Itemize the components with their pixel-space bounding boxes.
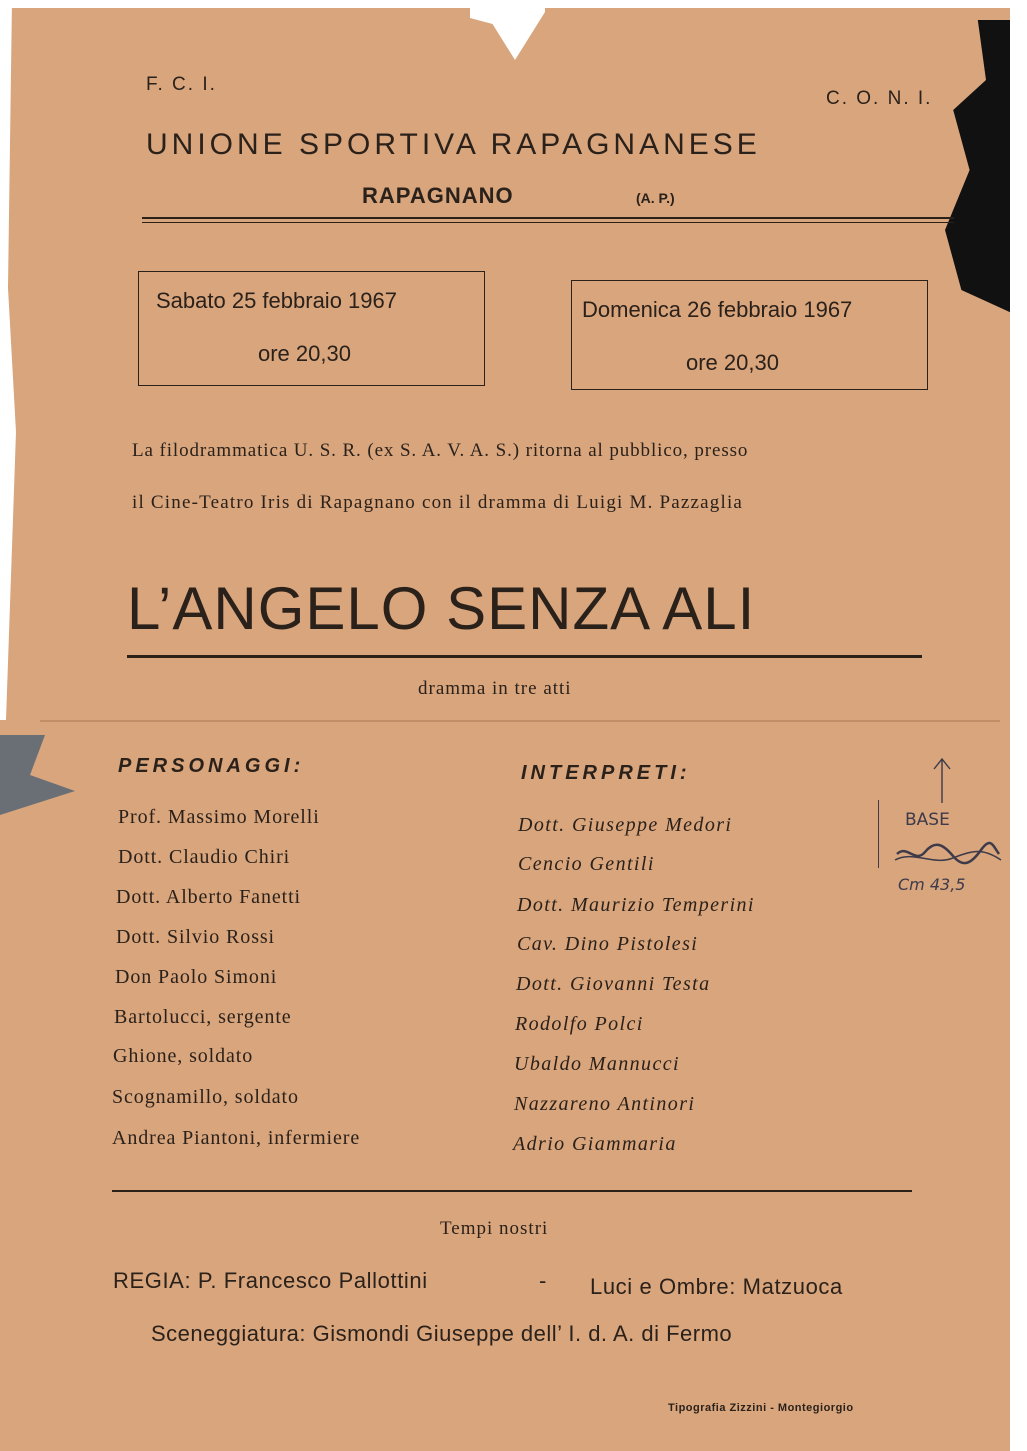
torn-right-edge — [1010, 0, 1027, 1451]
handwritten-scribble — [893, 840, 1003, 868]
actors-heading: INTERPRETI: — [521, 762, 691, 784]
actor-5: Dott. Giovanni Testa — [516, 973, 711, 995]
handwritten-measure-note: Cm 43,5 — [898, 875, 966, 894]
header-rule-bottom — [142, 222, 954, 223]
character-4: Dott. Silvio Rossi — [116, 926, 276, 948]
actor-6: Rodolfo Polci — [515, 1013, 644, 1035]
character-6: Bartolucci, sergente — [114, 1006, 292, 1028]
coni-label: C. O. N. I. — [826, 88, 933, 109]
play-subtitle: dramma in tre atti — [418, 678, 572, 699]
title-underline — [127, 655, 922, 658]
header-rule-top — [142, 217, 954, 219]
handwritten-bracket — [878, 800, 879, 868]
character-5: Don Paolo Simoni — [115, 966, 278, 988]
sunday-time: ore 20,30 — [686, 350, 779, 375]
fold-crease — [40, 720, 1000, 722]
town-name: RAPAGNANO — [362, 183, 514, 208]
fci-label: F. C. I. — [146, 74, 217, 95]
footer-rule — [112, 1190, 912, 1192]
character-2: Dott. Claudio Chiri — [118, 846, 291, 868]
club-name: UNIONE SPORTIVA RAPAGNANESE — [146, 128, 761, 161]
actor-8: Nazzareno Antinori — [514, 1093, 696, 1115]
intro-line-1: La filodrammatica U. S. R. (ex S. A. V. A. S.) ritorna al pubblico, presso — [132, 440, 749, 461]
character-9: Andrea Piantoni, infermiere — [112, 1127, 361, 1149]
actor-3: Dott. Maurizio Temperini — [517, 894, 755, 916]
handwritten-arrow — [930, 755, 954, 805]
handwritten-base-note: BASE — [905, 810, 950, 830]
actor-9: Adrio Giammaria — [513, 1133, 677, 1155]
saturday-date: Sabato 25 febbraio 1967 — [156, 288, 397, 313]
saturday-time: ore 20,30 — [258, 341, 351, 366]
actor-7: Ubaldo Mannucci — [514, 1053, 680, 1075]
characters-heading: PERSONAGGI: — [118, 755, 305, 777]
direction-credit: REGIA: P. Francesco Pallottini — [113, 1268, 428, 1293]
actor-1: Dott. Giuseppe Medori — [518, 814, 733, 836]
credit-separator: - — [539, 1268, 547, 1293]
character-7: Ghione, soldato — [113, 1045, 254, 1067]
province-label: (A. P.) — [636, 190, 675, 206]
play-title: L’ANGELO SENZA ALI — [127, 575, 756, 642]
intro-line-2: il Cine-Teatro Iris di Rapagnano con il dramma di Luigi M. Pazzaglia — [132, 492, 744, 513]
actor-4: Cav. Dino Pistolesi — [517, 933, 699, 955]
character-3: Dott. Alberto Fanetti — [116, 886, 301, 908]
screenplay-credit: Sceneggiatura: Gismondi Giuseppe dell’ I. d. A. di Fermo — [151, 1321, 733, 1346]
lighting-credit: Luci e Ombre: Matzuoca — [590, 1274, 843, 1299]
actor-2: Cencio Gentili — [518, 853, 655, 875]
tempi-nostri: Tempi nostri — [440, 1218, 549, 1239]
sunday-date: Domenica 26 febbraio 1967 — [582, 297, 853, 322]
character-1: Prof. Massimo Morelli — [118, 806, 320, 828]
printer-credit: Tipografia Zizzini - Montegiorgio — [668, 1402, 854, 1414]
character-8: Scognamillo, soldato — [112, 1086, 299, 1108]
